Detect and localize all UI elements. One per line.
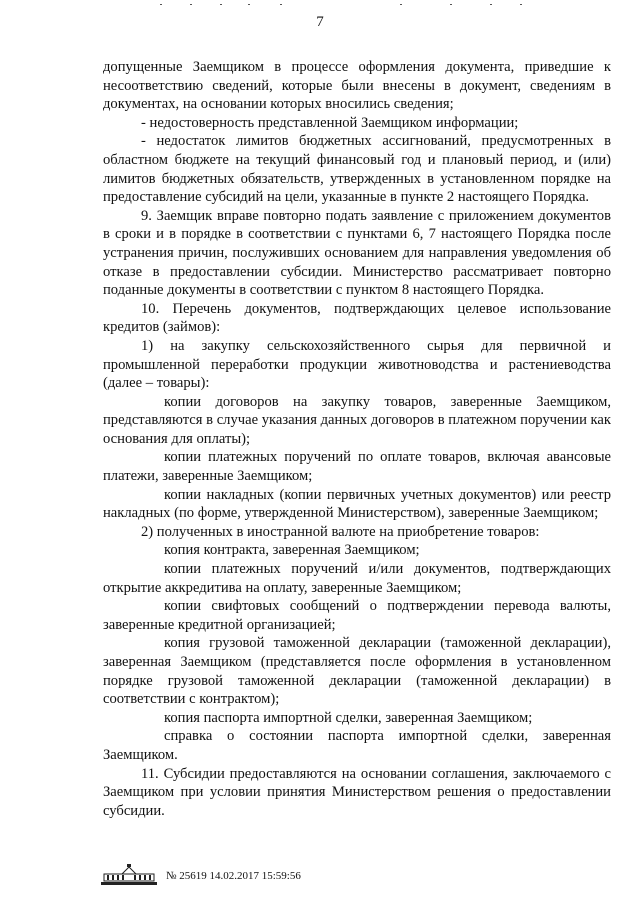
paragraph: копии договоров на закупку товаров, заверенные Заемщиком, представляются в случае указания данных договоров в платежном поручении как основания для оплаты); bbox=[103, 393, 611, 447]
paragraph: 11. Субсидии предоставляются на основании соглашения, заключаемого с Заемщиком при условии принятия Министерством решения о предоставлении субсидии. bbox=[103, 765, 611, 819]
paragraph: копии платежных поручений по оплате товаров, включая авансовые платежи, заверенные Заемщиком; bbox=[103, 449, 611, 485]
government-building-icon bbox=[100, 864, 158, 886]
registration-stamp: № 25619 14.02.2017 15:59:56 bbox=[166, 870, 301, 882]
paragraph: 10. Перечень документов, подтверждающих целевое использование кредитов (займов): bbox=[103, 300, 611, 336]
page-number: 7 bbox=[316, 14, 324, 30]
document-body bbox=[103, 58, 611, 820]
paragraph: - недостаток лимитов бюджетных ассигнований, предусмотренных в областном бюджете на текущий финансовый год и плановый период, и (или) лимитов бюджетных обязательств, утвержденных в установленном порядке на предоставление субсидий на цели, указанные в пункте 2 настоящего Порядка. bbox=[103, 133, 611, 206]
paragraph: копия контракта, заверенная Заемщиком; bbox=[164, 542, 420, 559]
paragraph: копии свифтовых сообщений о подтверждении перевода валюты, заверенные кредитной организацией; bbox=[103, 598, 611, 633]
paragraph: копия паспорта импортной сделки, заверенная Заемщиком; bbox=[164, 709, 533, 726]
footer bbox=[100, 864, 400, 888]
paragraph: допущенные Заемщиком в процессе оформления документа, приведшие к несоответствию сведений, которые были внесены в документ, сведениям в документах, на основании которых вносились сведения; bbox=[103, 59, 611, 113]
paragraph: 9. Заемщик вправе повторно подать заявление с приложением документов в сроки и в порядке в соответствии с пунктами 6, 7 настоящего Порядка после устранения причин, послуживших основанием для направления уведомления об отказе в предоставлении субсидии. Министерство рассматривает повторно поданные документы в соответствии с пунктом 8 настоящего Порядка. bbox=[103, 207, 611, 299]
paragraph: 1) на закупку сельскохозяйственного сырья для первичной и промышленной переработки продукции животноводства и растениеводства (далее – товары): bbox=[103, 337, 611, 392]
paragraph: копии накладных (копии первичных учетных документов) или реестр накладных (по форме, утвержденной Министерством), заверенные Заемщиком; bbox=[103, 486, 611, 522]
paragraph: копии платежных поручений и/или документов, подтверждающих открытие аккредитива на оплату, заверенные Заемщиком; bbox=[103, 561, 611, 596]
paragraph: копия грузовой таможенной декларации (таможенной декларации), заверенная Заемщиком (представляется после оформления в установленном порядке грузовой таможенной декларации (таможенной декларации) в соответствии с контрактом); bbox=[103, 635, 611, 708]
paragraph: 2) полученных в иностранной валюте на приобретение товаров: bbox=[141, 523, 540, 540]
scan-artifact bbox=[150, 4, 550, 8]
paragraph: - недостоверность представленной Заемщиком информации; bbox=[141, 114, 519, 131]
paragraph: справка о состоянии паспорта импортной сделки, заверенная Заемщиком. bbox=[103, 728, 611, 763]
